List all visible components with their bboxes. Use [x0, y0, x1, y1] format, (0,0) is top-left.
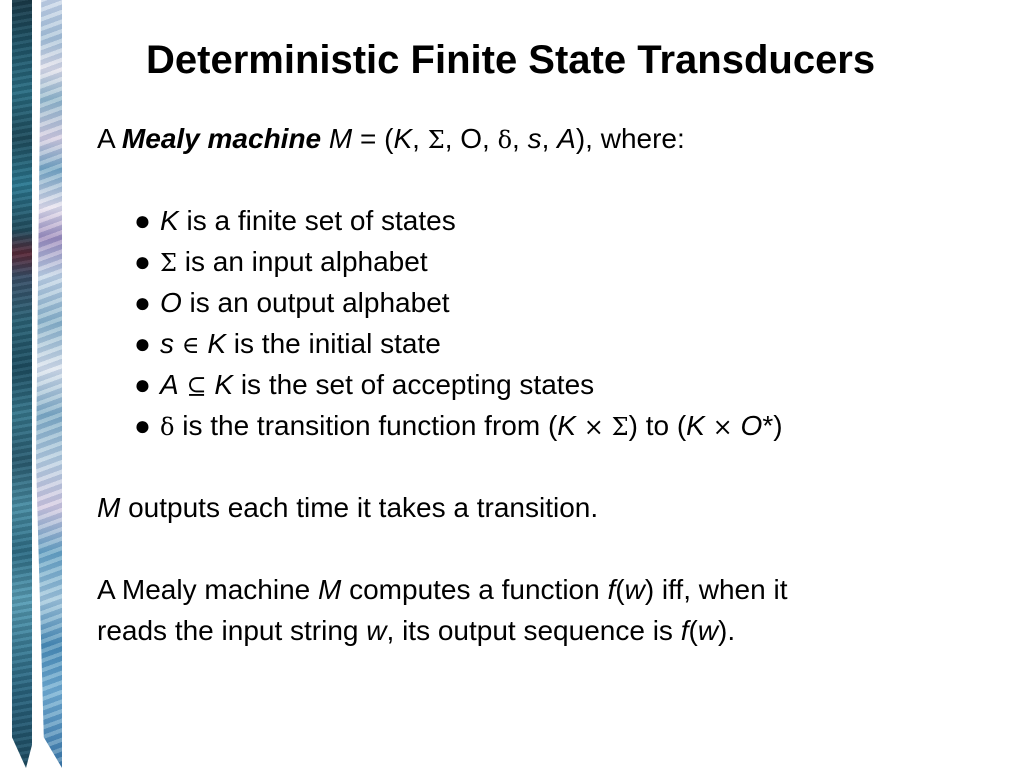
text-run: reads the input string — [97, 615, 367, 646]
bullet-icon: ● — [134, 287, 151, 318]
math-variable: K — [557, 410, 576, 441]
definition-prefix: A — [97, 123, 122, 154]
math-variable: f — [607, 574, 616, 605]
math-variable: f — [680, 615, 689, 646]
text-run: is the set of accepting states — [233, 369, 595, 400]
bullet-icon: ● — [134, 246, 151, 277]
math-variable: M — [328, 123, 353, 154]
math-variable: K — [686, 410, 705, 441]
math-variable: M — [97, 492, 121, 523]
text-run: ) iff, when it — [644, 574, 788, 605]
text-run: , its output sequence is — [386, 615, 681, 646]
text-run: ) to ( — [628, 410, 687, 441]
bullet-item — [97, 241, 787, 282]
spacer — [97, 159, 787, 200]
math-variable: A — [557, 123, 576, 154]
spacer — [97, 528, 787, 569]
text-run: is an output alphabet — [181, 287, 450, 318]
text-run: , — [412, 123, 428, 154]
bullet-icon: ● — [134, 410, 151, 441]
decorative-art-strip-dark — [12, 0, 32, 768]
bullet-item — [97, 405, 787, 446]
text-run: ( — [688, 615, 698, 646]
definition-line — [97, 118, 787, 159]
function-line-2 — [97, 610, 787, 651]
text-run: is the transition function from ( — [174, 410, 558, 441]
math-symbol: Σ — [160, 249, 177, 277]
math-symbol: δ — [160, 413, 175, 441]
bullet-item — [97, 282, 787, 323]
text-run: *) — [762, 410, 783, 441]
text-run: , — [512, 123, 528, 154]
text-run: computes a function — [341, 574, 608, 605]
math-variable: s — [527, 123, 542, 154]
text-run: , — [541, 123, 558, 154]
bullet-icon: ● — [134, 328, 151, 359]
math-variable: M — [318, 574, 342, 605]
text-run — [576, 410, 584, 441]
text-run: ( — [615, 574, 625, 605]
text-run: is a finite set of states — [178, 205, 456, 236]
slide-body — [97, 118, 787, 651]
text-run: A Mealy machine — [97, 574, 318, 605]
math-symbol: × — [583, 413, 604, 441]
math-symbol: Σ — [427, 126, 445, 154]
math-symbol: δ — [497, 126, 513, 154]
math-variable: K — [160, 205, 179, 236]
math-variable: w — [697, 615, 719, 646]
text-run — [174, 328, 182, 359]
decorative-art-strip-light — [36, 0, 62, 768]
text-run: ), where: — [575, 123, 685, 154]
function-line-1 — [97, 569, 787, 610]
math-variable: w — [624, 574, 645, 605]
bullet-list — [97, 200, 787, 446]
math-variable: O — [160, 287, 182, 318]
text-run: is an input alphabet — [176, 246, 428, 277]
definition-term: Mealy machine — [121, 123, 322, 154]
math-variable: K — [393, 123, 413, 154]
statement-line — [97, 487, 787, 528]
spacer — [97, 446, 787, 487]
bullet-item — [97, 364, 787, 405]
text-run — [321, 123, 329, 154]
math-variable: O — [740, 410, 763, 441]
text-run: , O, — [444, 123, 498, 154]
text-run: ). — [718, 615, 736, 646]
bullet-icon: ● — [134, 205, 151, 236]
math-variable: K — [214, 369, 234, 400]
math-symbol: ∈ — [181, 331, 200, 359]
text-run: outputs each time it takes a transition. — [120, 492, 599, 523]
bullet-item — [97, 323, 787, 364]
text-run — [604, 410, 612, 441]
math-variable: K — [207, 328, 227, 359]
bullet-icon: ● — [134, 369, 151, 400]
math-variable: w — [366, 615, 387, 646]
text-run — [733, 410, 741, 441]
math-symbol: × — [712, 413, 733, 441]
definition-tuple — [321, 123, 685, 154]
slide-title: Deterministic Finite State Transducers — [146, 38, 876, 82]
math-symbol: Σ — [611, 413, 629, 441]
math-variable: s — [160, 328, 174, 359]
text-run: = ( — [352, 123, 394, 154]
text-run — [705, 410, 713, 441]
math-symbol: ⊆ — [186, 372, 207, 400]
math-variable: A — [160, 369, 179, 400]
text-run: is the initial state — [226, 328, 441, 359]
bullet-item — [97, 200, 787, 241]
